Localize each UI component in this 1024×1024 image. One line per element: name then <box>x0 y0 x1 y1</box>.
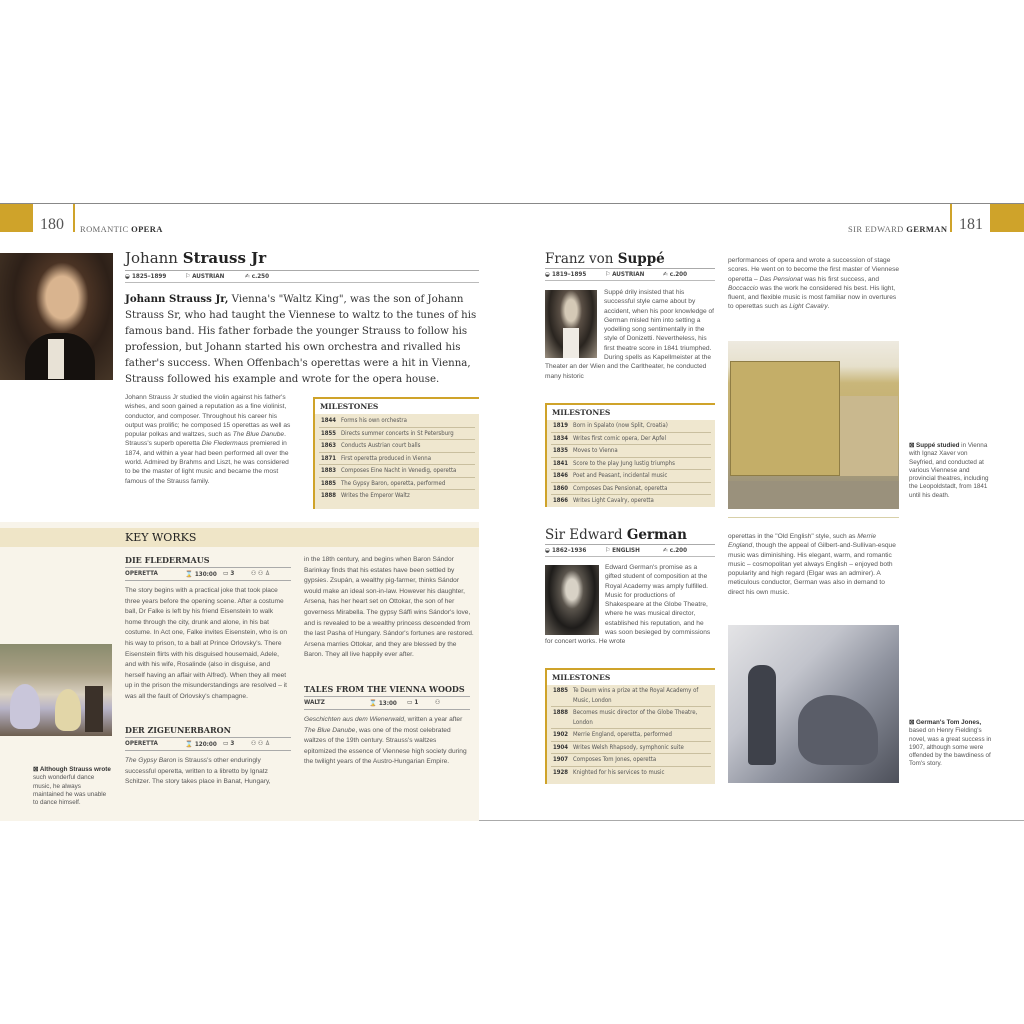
image-caption-suppe: ⊠ Suppé studied in Vienna with Ignaz Xaver von Seyfried, and conducted at various Viennese and provincial theatres, including the Leopoldstadt, from 1841 until his death. <box>909 442 989 499</box>
zigeunerbaron-continued: in the 18th century, and begins when Baron Sándor Barinkay finds that his estates have been settled by gypsies. Zsupán, a wealthy pig-farmer, thinks Sándor would make an ideal son-in-law. However his daughter, Arsena, has her heart set on Ottokar, the son of her governess Mirabella. The gypsy Sáffi wins Sándor's love, and is revealed to be a wealthy princess descended from the last Pasha of Hungary. Sándor's fortunes are restored. Arsena marries Ottokar, and they are blessed by the Baron. They all live happily ever after. <box>304 556 474 659</box>
caption-marker-icon: ⊠ <box>909 719 915 726</box>
voices-icon: ⚇ ⚇ ♙ <box>251 570 271 577</box>
quill-icon: ✍ <box>663 271 668 278</box>
composer-meta <box>125 270 479 283</box>
quill-icon: ✍ <box>663 547 668 554</box>
key-works-heading: KEY WORKS <box>125 531 197 544</box>
milestone-row: 1860 Composes Das Pensionat, operetta <box>551 483 711 496</box>
running-head-right: SIR EDWARD GERMAN <box>848 224 948 234</box>
suppe-body: Suppé drily insisted that his successful style came about by accident, when his poor knowledge of German misled him into setting a yodelling song sentimentally in the style of Donizetti. Nevertheless, his first theatre score in 1841 triumphed. During spells as Kapellmeister at the Theater an der Wien and the Carltheater, he conducted many historic <box>545 289 714 380</box>
work-tales-vienna-woods: TALES FROM THE VIENNA WOODS WALTZ ⌛ 13:00 ▭ 1 ⚇ Geschichten aus dem Wienerwald, written a year after The Blue Danube, was one of the most celebrated waltzes of the 19th century. Strauss's waltzes epitomized the essence of Viennese high society during the twilight years of the Austro-Hungarian Empire. <box>304 684 470 768</box>
milestone-row: 1907 Composes Tom Jones, operetta <box>551 754 711 767</box>
suppe-meta: ◒ 1819–1895 ⚐ AUSTRIAN ✍ c.200 <box>545 268 715 281</box>
acts-icon: ▭ <box>223 740 229 747</box>
flag-icon: ⚐ <box>605 271 611 278</box>
running-head-left: ROMANTIC OPERA <box>80 224 163 234</box>
milestone-row: 1855 Directs summer concerts in St Petersburg <box>319 428 475 441</box>
divider <box>73 204 75 232</box>
composer-name-german: Sir Edward German <box>545 527 687 543</box>
gold-tab-left <box>0 204 33 232</box>
milestones-box-suppe: MILESTONES 1819 Born in Spalato (now Split, Croatia) 1834 Writes first comic opera, Der Apfel 1835 Moves to Vienna 1841 Score to the play Jung lustig triumphs 1846 Poet and Peasant, incidental music 1860 Composes Das Pensionat, operetta 1866 Writes Light Cavalry, operetta <box>545 403 715 507</box>
composer-intro: Johann Strauss Jr, Vienna's "Waltz King", was the son of Johann Strauss Sr, who had taught the Viennese to waltz to the tunes of his famous band. His father forbade the younger Strauss to follow his profession, but Johann started his own orchestra and rivalled his father's success. When Offenbach's operettas were a hit in Vienna, Strauss followed his example and wrote for the opera house. <box>125 293 477 385</box>
key-works-section <box>0 522 479 821</box>
milestone-row: 1904 Writes Welsh Rhapsody, symphonic suite <box>551 742 711 755</box>
book-spread <box>0 203 1024 821</box>
milestone-row: 1885 Te Deum wins a prize at the Royal Academy of Music, London <box>551 685 711 707</box>
milestone-row: 1928 Knighted for his services to music <box>553 768 665 776</box>
divider <box>950 204 952 232</box>
composer-name: Johann Strauss Jr <box>125 249 267 267</box>
page-number-left: 180 <box>40 216 64 233</box>
german-body: Edward German's promise as a gifted student of composition at the Royal Academy was amply fulfilled. Music for productions of Shakespeare at the Globe Theatre, where he was musical director, established his reputation, and he was soon besieged by commissions for concert works. He wrote <box>545 564 711 646</box>
dates: ◒ 1825–1899 <box>125 273 167 280</box>
milestone-row: 1863 Conducts Austrian court balls <box>319 440 475 453</box>
duration-icon: ⌛ <box>369 700 377 707</box>
caption-marker-icon: ⊠ <box>909 442 915 449</box>
german-body-cont: operettas in the "Old English" style, such as Merrie England, though the appeal of Gilbert-and-Sullivan-esque music was diminishing. His elegant, warm, and romantic music – cosmopolitan yet always English – enjoyed both popularity and high regard (Elgar was an admirer). A meticulous conductor, German was also in demand to direct his own music. <box>728 533 896 596</box>
image-caption-strauss: ⊠ Although Strauss wrote such wonderful dance music, he always maintained he was unable to dance himself. <box>33 766 111 807</box>
composer-name-suppe: Franz von Suppé <box>545 251 665 267</box>
dates-icon: ◒ <box>125 273 130 280</box>
acts-icon: ▭ <box>407 699 413 706</box>
milestone-row: 1888 Writes the Emperor Waltz <box>321 492 410 499</box>
milestones-box-strauss: MILESTONES 1844 Forms his own orchestra 1855 Directs summer concerts in St Petersburg 1863 Conducts Austrian court balls 1871 First operetta produced in Vienna 1883 Composes Eine Nacht in Venedig, operetta 1885 The Gypsy Baron, operetta, performed 1888 Writes the Emperor Waltz <box>313 397 479 509</box>
milestone-row: 1883 Composes Eine Nacht in Venedig, operetta <box>319 465 475 478</box>
strauss-portrait <box>0 253 113 380</box>
duration-icon: ⌛ <box>185 741 193 748</box>
dates-icon: ◒ <box>545 547 550 554</box>
composer-body: Johann Strauss Jr studied the violin against his father's wishes, and soon gained a reputation as a fine violinist, conductor, and composer. Throughout his career his output was prolific; he composed 15 operettas as well as popular polkas and waltzes, such as The Blue Danube. Strauss's superb operetta Die Fledermaus premiered in 1874, and within a year had been performed all over the world. Admired by Brahms and Liszt, he was considered to be the master of light music and became the most famous of the Strauss family. <box>125 394 291 485</box>
page-number-right: 181 <box>959 216 983 233</box>
acts-icon: ▭ <box>223 570 229 577</box>
quill-icon: ✍ <box>245 273 250 280</box>
work-der-zigeunerbaron: DER ZIGEUNERBARON OPERETTA ⌛ 120:00 ▭ 3 ⚇ ⚇ ♙ The Gypsy Baron is Strauss's other enduringly successful operetta, written to a libretto by Ignatz Schitzer. The story takes place in Banat, Hungary, <box>125 725 291 788</box>
milestones-list <box>315 414 479 502</box>
suppe-body-cont: performances of opera and wrote a succession of stage scores. He went on to become the first master of Viennese operetta – Das Pensionat was his first success, and Boccaccio was the work he considered his best. His light, fluent, and flexible music is most familiar now in overtures to operettas such as Light Cavalry. <box>728 257 900 311</box>
milestone-row: 1888 Becomes music director of the Globe Theatre, London <box>551 707 711 729</box>
milestone-row: 1871 First operetta produced in Vienna <box>319 453 475 466</box>
milestone-row: 1841 Score to the play Jung lustig triumphs <box>551 458 711 471</box>
voices-icon: ⚇ <box>435 699 441 706</box>
ballroom-painting <box>0 644 112 736</box>
dates-icon: ◒ <box>545 271 550 278</box>
flag-icon: ⚐ <box>185 273 191 280</box>
milestone-row: 1866 Writes Light Cavalry, operetta <box>553 497 654 504</box>
nationality: ⚐ AUSTRIAN <box>185 273 225 280</box>
milestone-row: 1835 Moves to Vienna <box>551 445 711 458</box>
work-die-fledermaus: DIE FLEDERMAUS OPERETTA ⌛ 130:00 ▭ 3 ⚇ ⚇ ♙ The story begins with a practical joke that took place three years before the opening scene. After a costume ball, Dr Falke is left by his friend Eisenstein to walk home through the city, drunk and alone, in his bat costume. In Act one, Falke invites Eisenstein, who is on his way to prison, to a ball at Prince Orlovsky's. There Eisenstein flirts with his disguised housemaid, Adele, and with his wife, Rosalinde (also in disguise, and herself having an affair with Alfred). When they all meet up in the prison the misunderstandings are resolved – it was all the fault of Orlovsky's champagne. <box>125 555 291 703</box>
voices-icon: ⚇ ⚇ ♙ <box>251 740 271 747</box>
milestone-row: 1844 Forms his own orchestra <box>319 415 475 428</box>
image-caption-german: ⊠ German's Tom Jones, based on Henry Fielding's novel, was a great success in 1907, although some were offended by the bawdiness of Tom's story. <box>909 719 992 768</box>
milestone-row: 1819 Born in Spalato (now Split, Croatia) <box>551 420 711 433</box>
milestones-box-german: MILESTONES 1885 Te Deum wins a prize at the Royal Academy of Music, London 1888 Becomes music director of the Globe Theatre, London 1902 Merrie England, operetta, performed 1904 Writes Welsh Rhapsody, symphonic suite 1907 Composes Tom Jones, operetta 1928 Knighted for his services to music <box>545 668 715 784</box>
milestone-row: 1834 Writes first comic opera, Der Apfel <box>551 433 711 446</box>
caption-marker-icon: ⊠ <box>33 766 39 773</box>
flag-icon: ⚐ <box>605 547 611 554</box>
milestone-row: 1902 Merrie England, operetta, performed <box>551 729 711 742</box>
milestone-row: 1846 Poet and Peasant, incidental music <box>551 470 711 483</box>
theatre-an-der-wien-painting <box>728 341 899 509</box>
german-meta: ◒ 1862–1936 ⚐ ENGLISH ✍ c.200 <box>545 544 715 557</box>
works-count: ✍ c.250 <box>245 273 270 280</box>
milestone-row: 1885 The Gypsy Baron, operetta, performed <box>319 478 475 491</box>
duration-icon: ⌛ <box>185 571 193 578</box>
tom-jones-engraving <box>728 625 899 783</box>
gold-tab-right <box>990 204 1024 232</box>
